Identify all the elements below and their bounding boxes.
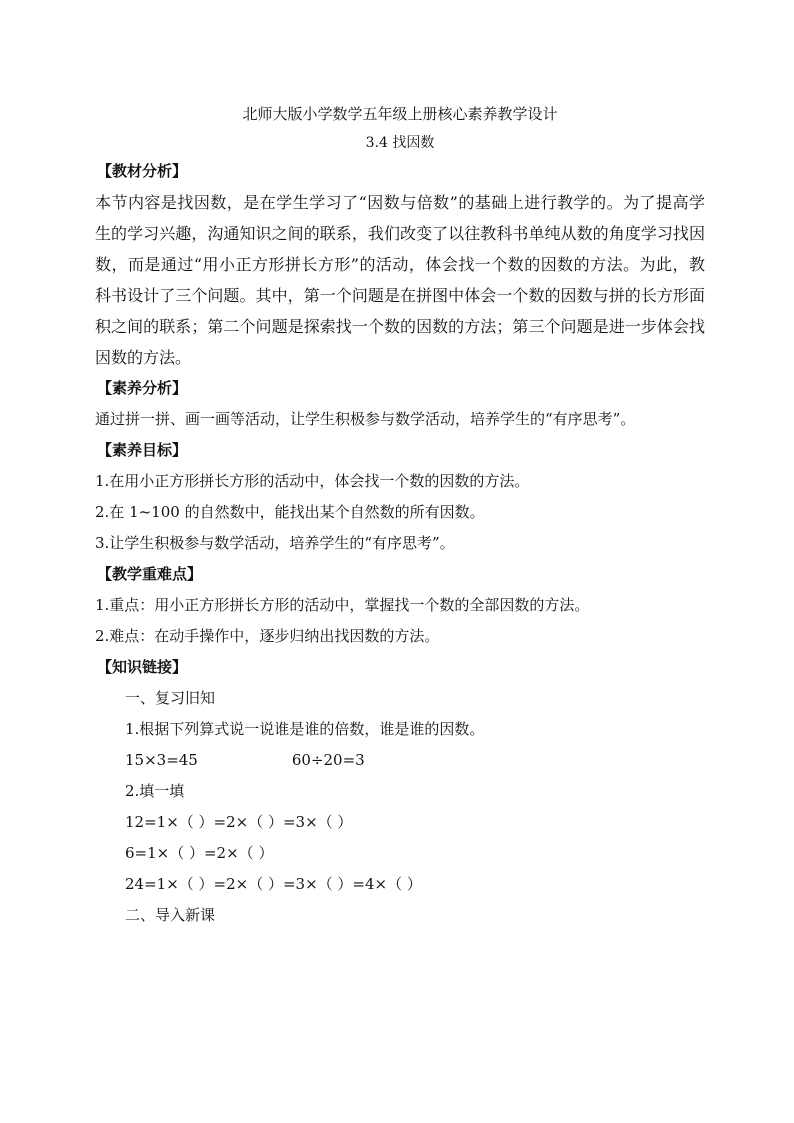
- new-lesson-title: 二、导入新课: [125, 906, 216, 924]
- paragraph-line: 本节内容是找因数，是在学生学习了“因数与倍数”的基础上进行教学的。为了提高学: [95, 193, 705, 212]
- paragraph-line: 因数的方法。: [95, 348, 192, 367]
- paragraph-line: 数，而是通过“用小正方形拼长方形”的活动，体会找一个数的因数的方法。为此，教: [95, 255, 705, 274]
- heading-knowledge-link: 【知识链接】: [97, 658, 188, 676]
- heading-textbook-analysis: 【教材分析】: [97, 162, 188, 180]
- formula-row: [95, 745, 705, 776]
- document-page: [95, 98, 705, 931]
- review-title: 一、复习旧知: [125, 689, 216, 707]
- heading-literacy-analysis: 【素养分析】: [97, 379, 188, 397]
- formula-a: 15×3=45: [125, 751, 198, 769]
- question-1: 1.根据下列算式说一说谁是谁的倍数，谁是谁的因数。: [125, 720, 485, 738]
- document-title: 北师大版小学数学五年级上册核心素养教学设计: [242, 105, 558, 123]
- heading-key-points: 【教学重难点】: [97, 565, 203, 583]
- formula-b: 60÷20=3: [291, 751, 365, 769]
- goal-item: 1.在用小正方形拼长方形的活动中，体会找一个数的因数的方法。: [95, 472, 530, 490]
- textbook-analysis-paragraph: [95, 187, 705, 373]
- heading-literacy-goals: 【素养目标】: [97, 441, 188, 459]
- paragraph-line: 积之间的联系；第二个问题是探索找一个数的因数的方法；第三个问题是进一步体会找: [95, 317, 705, 336]
- fill-line: 6=1×（ ）=2×（ ）: [125, 844, 274, 862]
- fill-line: 24=1×（ ）=2×（ ）=3×（ ）=4×（ ）: [125, 875, 422, 893]
- goal-item: 3.让学生积极参与数学活动，培养学生的“有序思考”。: [95, 534, 455, 552]
- question-2: 2.填一填: [125, 782, 185, 800]
- key-point-item: 1.重点：用小正方形拼长方形的活动中，掌握找一个数的全部因数的方法。: [95, 596, 590, 614]
- lesson-subtitle: 3.4 找因数: [365, 135, 435, 151]
- key-point-item: 2.难点：在动手操作中，逐步归纳出找因数的方法。: [95, 627, 440, 645]
- literacy-analysis-text: 通过拼一拼、画一画等活动，让学生积极参与数学活动，培养学生的“有序思考”。: [95, 410, 636, 428]
- fill-line: 12=1×（ ）=2×（ ）=3×（ ）: [125, 813, 353, 831]
- paragraph-line: 科书设计了三个问题。其中，第一个问题是在拼图中体会一个数的因数与拼的长方形面: [95, 286, 705, 305]
- paragraph-line: 生的学习兴趣，沟通知识之间的联系，我们改变了以往教科书单纯从数的角度学习找因: [95, 224, 705, 243]
- goal-item: 2.在 1~100 的自然数中，能找出某个自然数的所有因数。: [95, 503, 485, 521]
